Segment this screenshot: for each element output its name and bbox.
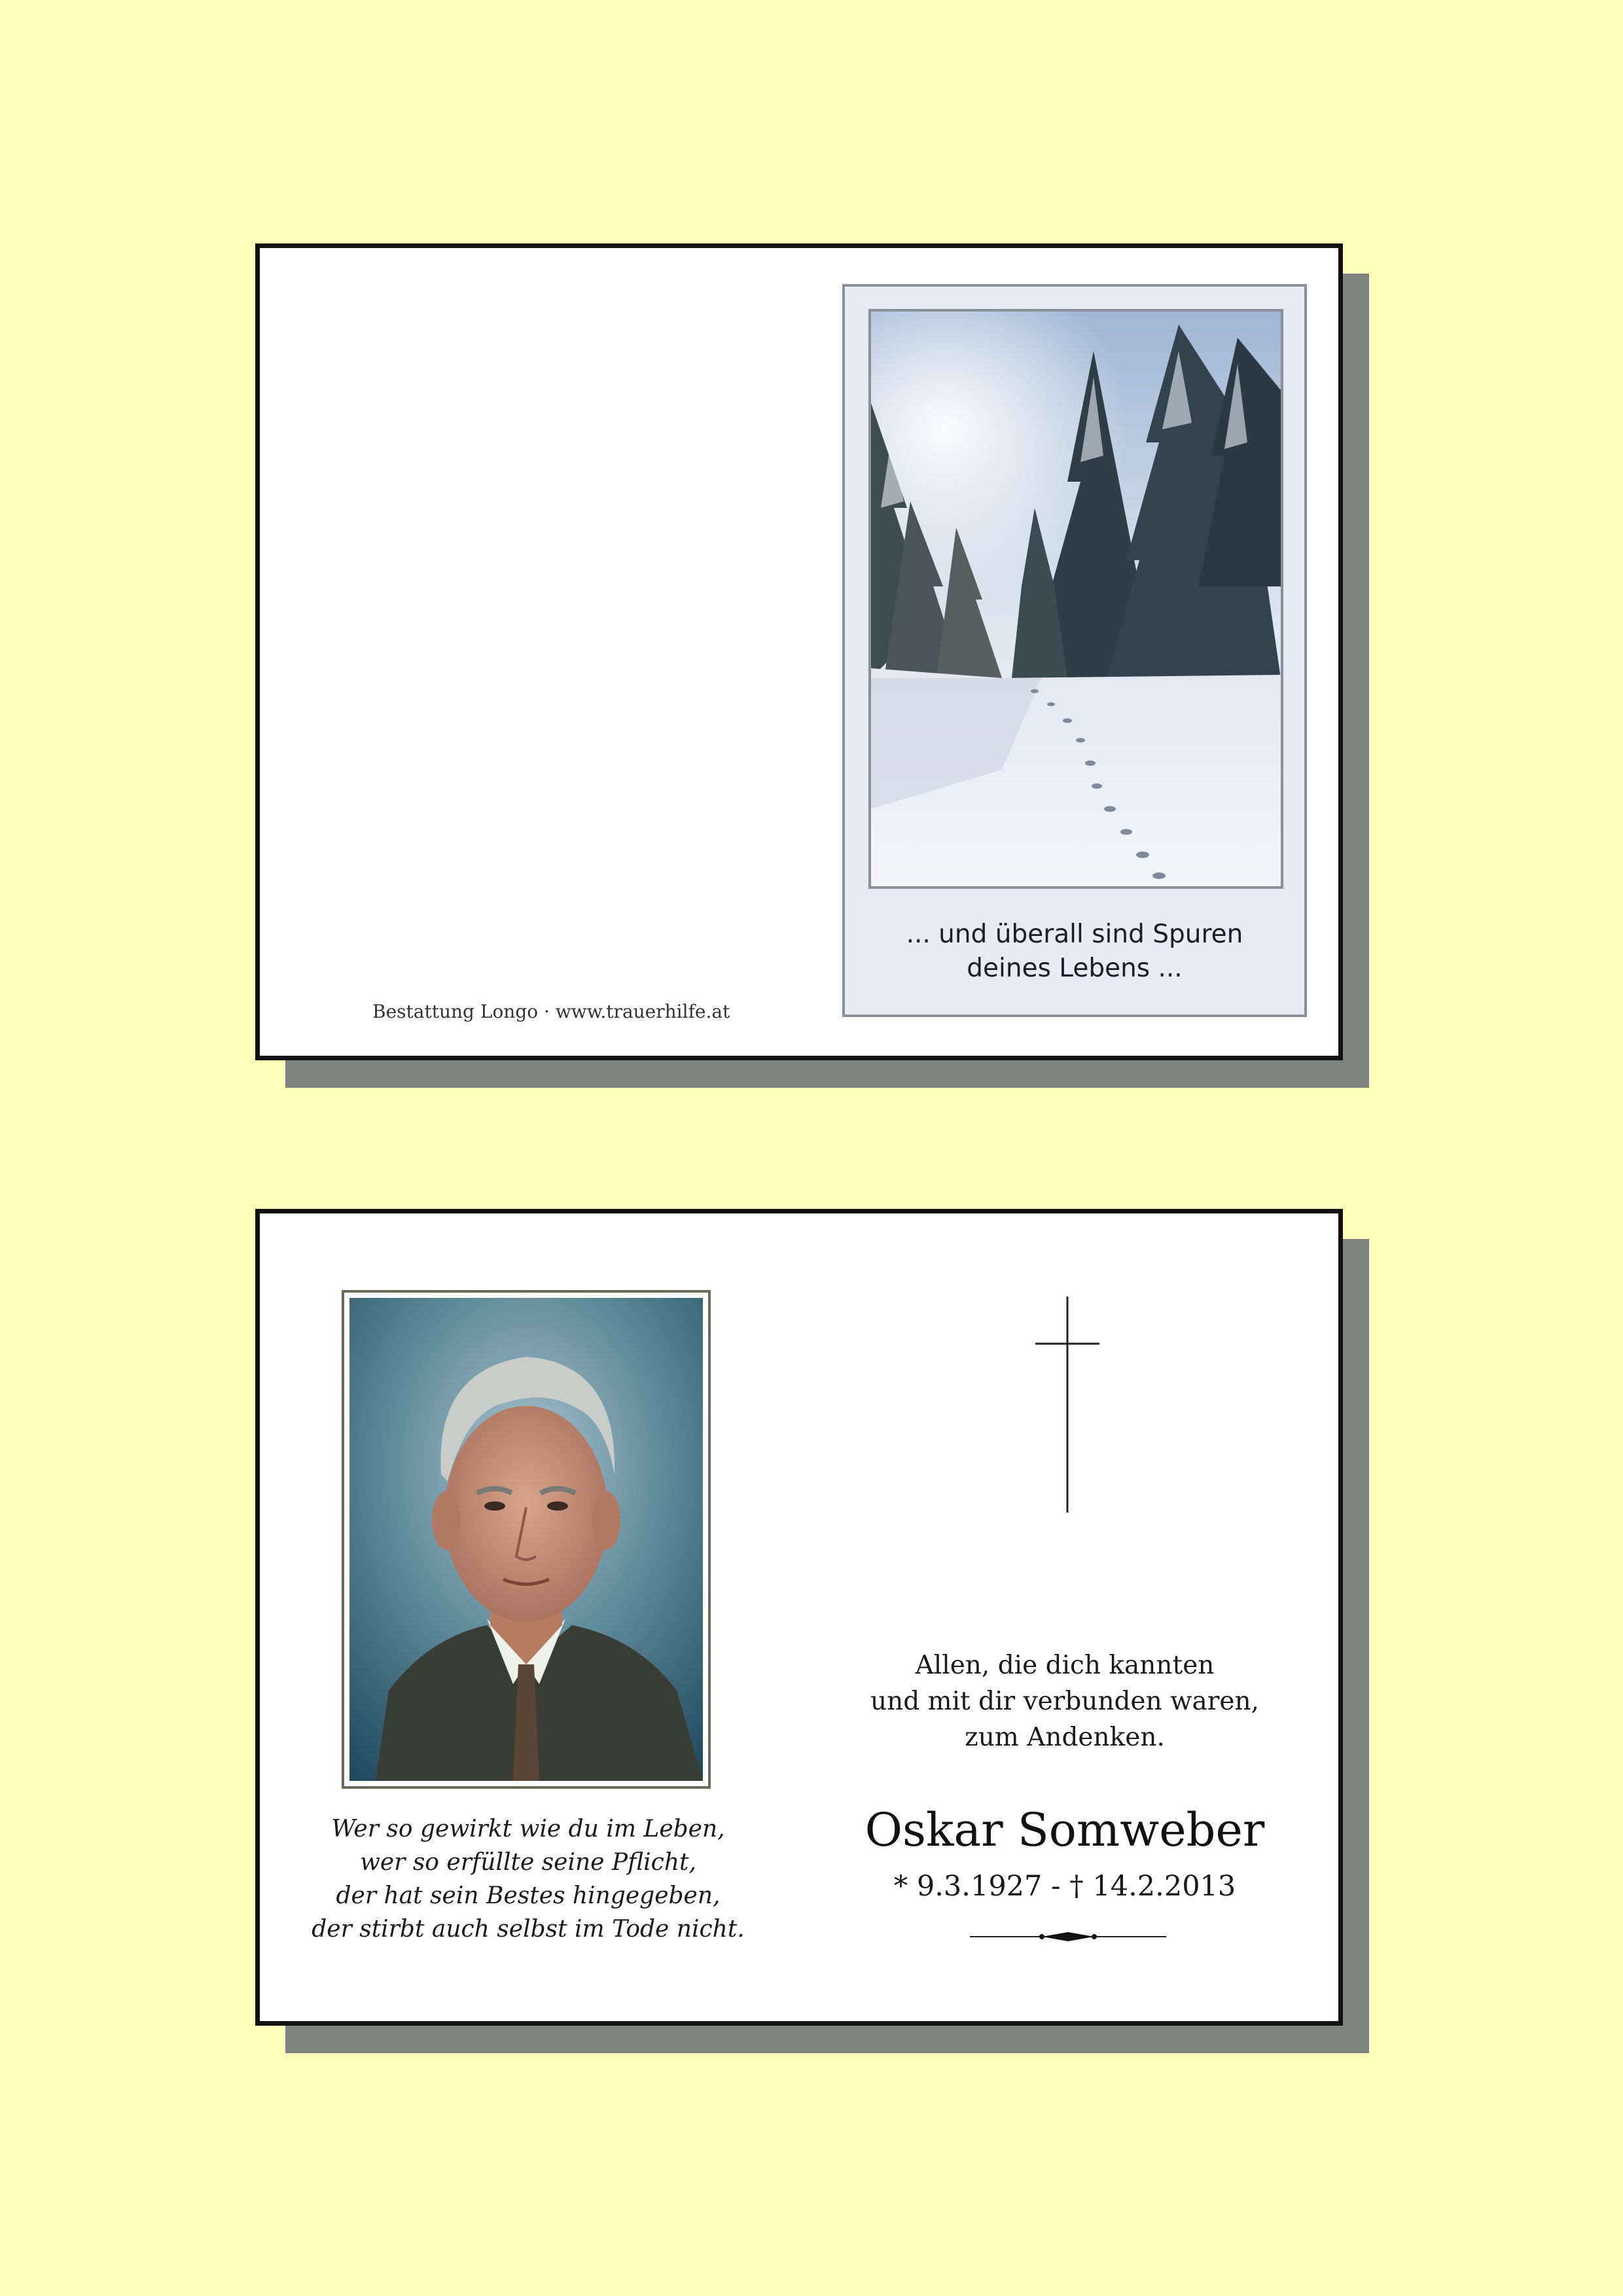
poem-line: Wer so gewirkt wie du im Leben, [331, 1816, 725, 1842]
poem-line: der stirbt auch selbst im Tode nicht. [312, 1916, 745, 1943]
inside-card [255, 1209, 1343, 2026]
memorial-poem [286, 1812, 770, 1946]
front-card [255, 243, 1343, 1060]
poem-line: der hat sein Bestes hingegeben, [336, 1882, 721, 1909]
dedication-line: und mit dir verbunden waren, [870, 1687, 1259, 1716]
dedication-text [849, 1647, 1281, 1755]
deceased-name: Oskar Somweber [865, 1803, 1265, 1857]
cross-icon [1035, 1297, 1099, 1513]
snow-forest-image [868, 309, 1283, 889]
divider-ornament [970, 1927, 1166, 1946]
dedication-line: zum Andenken. [965, 1723, 1165, 1752]
quote-line: ... und überall sind Spuren [906, 920, 1243, 949]
life-dates: * 9.3.1927 - † 14.2.2013 [893, 1870, 1236, 1903]
poem-line: wer so erfüllte seine Pflicht, [360, 1849, 696, 1876]
photo-panel [842, 284, 1307, 1017]
portrait-frame [342, 1290, 711, 1789]
publisher-credit: Bestattung Longo · www.trauerhilfe.at [372, 1001, 730, 1022]
panel-quote [845, 918, 1304, 986]
portrait-photo [349, 1298, 703, 1781]
quote-line: deines Lebens ... [967, 954, 1183, 983]
dedication-line: Allen, die dich kannten [915, 1651, 1215, 1680]
